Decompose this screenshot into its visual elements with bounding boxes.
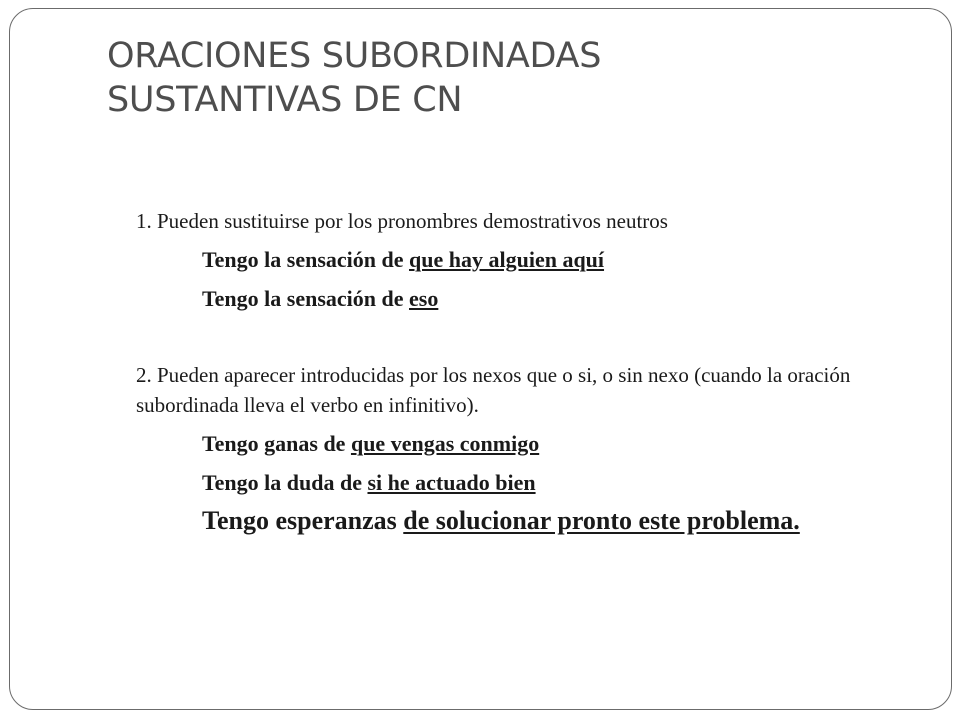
example-lead: Tengo la duda de bbox=[202, 470, 368, 495]
example-1-2 bbox=[202, 284, 904, 314]
example-1-1 bbox=[202, 245, 904, 275]
example-lead: Tengo la sensación de bbox=[202, 286, 410, 311]
slide-title bbox=[107, 34, 887, 122]
rule-2-text: 2. Pueden aparecer introducidas por los nexos que o si, o sin nexo (cuando la oración subordinada lleva el verbo en infinitivo). bbox=[136, 363, 851, 417]
example-underlined: que vengas conmigo bbox=[350, 431, 540, 456]
slide-body bbox=[136, 206, 904, 538]
title-line-2: SUSTANTIVAS DE CN bbox=[107, 80, 463, 120]
example-underlined: eso bbox=[409, 286, 439, 311]
example-underlined: si he actuado bien bbox=[367, 470, 536, 495]
example-underlined: de solucionar pronto este problema. bbox=[403, 506, 800, 535]
example-2-2 bbox=[202, 468, 904, 498]
rule-1-text: 1. Pueden sustituirse por los pronombres demostrativos neutros bbox=[136, 209, 668, 233]
example-lead: Tengo esperanzas bbox=[202, 506, 404, 535]
example-2-3 bbox=[136, 504, 904, 538]
example-lead: Tengo ganas de bbox=[202, 431, 351, 456]
example-underlined: que hay alguien aquí bbox=[409, 247, 605, 272]
example-lead: Tengo la sensación de bbox=[202, 247, 410, 272]
example-2-1 bbox=[202, 429, 904, 459]
title-line-1: ORACIONES SUBORDINADAS bbox=[107, 36, 602, 76]
